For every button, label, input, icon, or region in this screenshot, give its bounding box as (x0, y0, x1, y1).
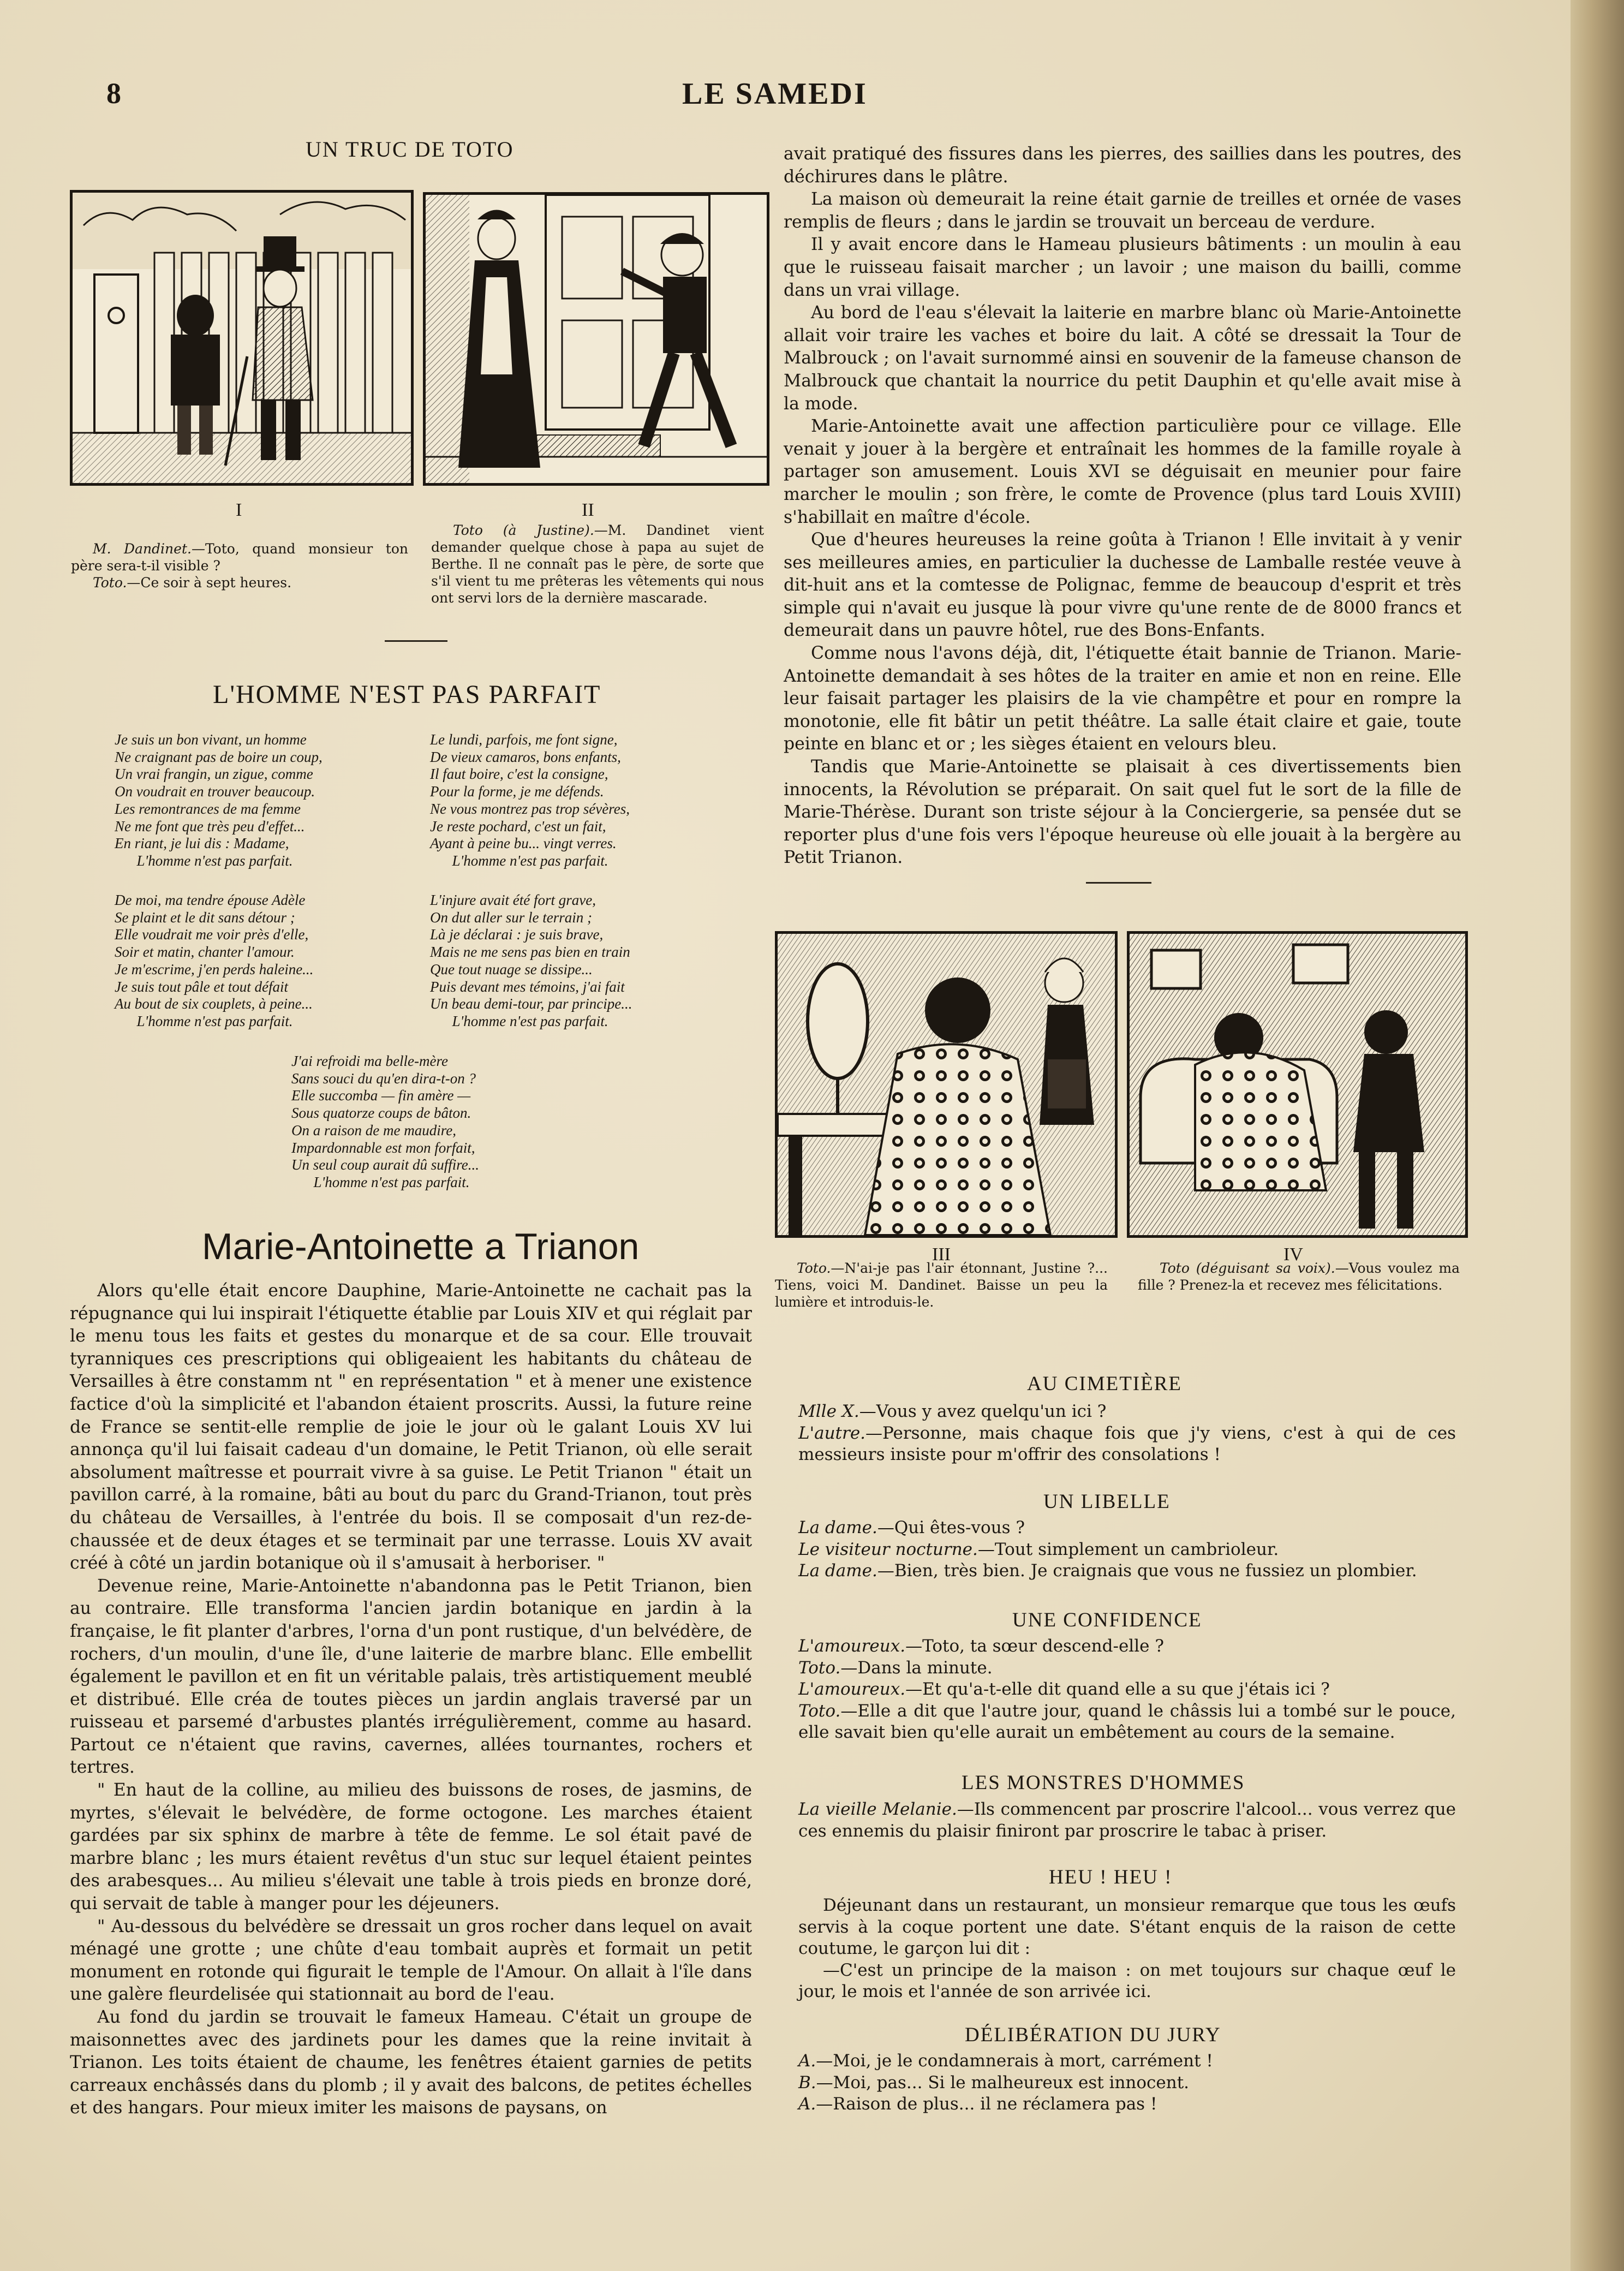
joke-text: —Moi, pas... Si le malheureux est innocent. (816, 2072, 1190, 2093)
poem-stanza-2: Le lundi, parfois, me font signe, De vieux camaros, bons enfants, Il faut boire, c'est la consigne, Pour la forme, je me défends. Ne vous montrez pas trop sévères, Je reste pochard, c'est un fait, Ayant à peine bu... vingt verres. L'homme n'est pas parfait. (430, 731, 630, 869)
caption-text: —N'ai-je pas l'air étonnant, Justine ?... Tiens, voici M. Dandinet. Baisse un peu la lumière et introduis-le. (775, 1260, 1108, 1310)
joke-speaker: A. (798, 2094, 816, 2114)
comic-panel-3 (775, 931, 1118, 1238)
panel-caption-4 (1138, 1260, 1460, 1294)
caption-text: —Ce soir à sept heures. (127, 575, 292, 591)
joke-text: —Tout simplement un cambrioleur. (977, 1539, 1279, 1559)
joke-text: —Bien, très bien. Je craignais que vous ne fussiez un plombier. (877, 1561, 1417, 1581)
poem-stanza-3: De moi, ma tendre épouse Adèle Se plaint et le dit sans détour ; Elle voudrait me voir près d'elle, Soir et matin, chanter l'amour. Je m'escrime, j'en perds haleine... Je suis tout pâle et tout défait Au bout de six couplets, à peine... L'homme n'est pas parfait. (115, 892, 314, 1029)
masthead: LE SAMEDI (682, 77, 868, 111)
panel-caption-1 (71, 540, 408, 591)
joke-title: UN LIBELLE (1043, 1491, 1171, 1513)
panel-numeral-3: III (932, 1244, 951, 1265)
article-paragraph: Que d'heures heureuses la reine goûta à Trianon ! Elle invitait à y venir ses meilleures amies, en particulier la duchesse de Lamballe restée veuve à dit-huit ans et la comtesse de Polignac, femme de beaucoup d'esprit et très simple qui n'avait eu jusque là pour vivre qu'une rente de de 8000 francs et demeurait dans un pauvre hôtel, rue des Bons-Enfants. (784, 530, 1461, 641)
caption-speaker: Toto (déguisant sa voix). (1160, 1260, 1335, 1276)
article-paragraph: " Au-dessous du belvédère se dressait un gros rocher dans lequel on avait ménagé une grotte ; une chûte d'eau tombait auprès et formait un petit monument en rotonde qui figurait le temple de l'Amour. On allait à l'île dans une galère fleurdelisée qui stationnait au bord de l'eau. (70, 1916, 752, 2005)
caption-speaker: Toto. (93, 575, 127, 591)
comic-title: UN TRUC DE TOTO (306, 137, 514, 162)
panel-numeral-1: I (236, 500, 242, 520)
joke-body (798, 1401, 1456, 1466)
article-title: Marie-Antoinette a Trianon (202, 1226, 640, 1267)
joke-text: —Qui êtes-vous ? (877, 1518, 1025, 1537)
article-column-1 (70, 1280, 752, 2120)
page-edge-shadow (1571, 0, 1624, 2271)
illustration-mirror-scene (778, 934, 1115, 1235)
joke-body (798, 1895, 1456, 2003)
caption-speaker: M. Dandinet. (93, 541, 192, 557)
joke-speaker: Toto. (798, 1658, 841, 1678)
joke-title: UNE CONFIDENCE (1012, 1609, 1202, 1631)
joke-speaker: Le visiteur nocturne. (798, 1539, 978, 1559)
joke-speaker: La vieille Melanie. (798, 1799, 957, 1819)
joke-speaker: Mlle X. (798, 1402, 859, 1421)
illustration-sofa-scene (1130, 934, 1465, 1235)
divider (385, 640, 447, 642)
joke-paragraph: —C'est un principe de la maison : on met toujours sur chaque œuf le jour, le mois et l'année de son arrivée ici. (798, 1960, 1456, 2001)
joke-text: —Toto, ta sœur descend-elle ? (905, 1636, 1164, 1656)
comic-panel-1 (70, 190, 414, 486)
joke-body (798, 1517, 1456, 1582)
joke-text: —Personne, mais chaque fois que j'y viens, c'est à qui de ces messieurs insiste pour m'offrir des consolations ! (798, 1423, 1456, 1464)
article-paragraph: Il y avait encore dans le Hameau plusieurs bâtiments : un moulin à eau que le ruisseau faisait marcher ; un lavoir ; une maison du bailli, comme dans un vrai village. (784, 235, 1461, 300)
joke-paragraph: Déjeunant dans un restaurant, un monsieur remarque que tous les œufs servis à la coque portent une date. S'étant enquis de la raison de cette coutume, le garçon lui dit : (798, 1896, 1456, 1958)
joke-body (798, 1799, 1456, 1842)
article-paragraph: Devenue reine, Marie-Antoinette n'abandonna pas le Petit Trianon, bien au contraire. Elle transforma l'ancien jardin botanique en jardin à la française, le fit planter d'arbres, l'orna d'un pont rustique, d'un belvédère, de rochers, d'un moulin, d'une île, d'une laiterie de marbre blanc. Elle embellit également le pavillon et en fit un véritable palais, très artistiquement meublé et distribué. Elle créa de toutes pièces un jardin anglais traversé par un ruisseau et parsemé d'arbustes plantés irrégulièrement, comme au hasard. Partout ce n'étaient que ravins, cavernes, allées tournantes, rochers et tertres. (70, 1576, 752, 1778)
joke-body (798, 2051, 1456, 2115)
joke-text: —Et qu'a-t-elle dit quand elle a su que j'étais ici ? (905, 1679, 1330, 1699)
divider (1086, 882, 1151, 884)
joke-speaker: B. (798, 2072, 816, 2093)
panel-caption-2 (431, 522, 764, 606)
page-number: 8 (106, 77, 121, 110)
joke-text: —Moi, je le condamnerais à mort, carrément ! (816, 2051, 1213, 2071)
joke-speaker: L'amoureux. (798, 1636, 906, 1656)
article-paragraph: Au bord de l'eau s'élevait la laiterie en marbre blanc où Marie-Antoinette allait voir traire les vaches et boire du lait. A côté se dressait la Tour de Malbrouck ; on l'avait surnommé ainsi en souvenir de la fameuse chanson de Malbrouck que chantait la nourrice du petit Dauphin et qu'elle avait mise à la mode. (784, 303, 1461, 414)
poem-stanza-1: Je suis un bon vivant, un homme Ne craignant pas de boire un coup, Un vrai frangin, un zigue, comme On voudrait en trouver beaucoup. Les remontrances de ma femme Ne me font que très peu d'effet... En riant, je lui dis : Madame, L'homme n'est pas parfait. (115, 731, 323, 869)
joke-text: —Dans la minute. (840, 1658, 993, 1678)
poem-stanza-5: J'ai refroidi ma belle-mère Sans souci du qu'en dira-t-on ? Elle succomba — fin amère — Sous quatorze coups de bâton. On a raison de me maudire, Impardonnable est mon forfait, Un seul coup aurait dû suffire... L'homme n'est pas parfait. (291, 1053, 479, 1190)
caption-text: —Toto, quand monsieur ton père sera-t-il visible ? (71, 541, 409, 574)
article-paragraph: Au fond du jardin se trouvait le fameux Hameau. C'était un groupe de maisonnettes avec des jardinets pour les dames que la reine invitait à Trianon. Les toits étaient de chaume, les fenêtres étaient garnies de petits carreaux enchâssés dans du plomb ; il y avait des balcons, de petites échelles et des hangars. Pour mieux imiter les maisons de paysans, on (70, 2007, 752, 2118)
panel-numeral-2: II (582, 500, 594, 520)
poem-stanza-4: L'injure avait été fort grave, On dut aller sur le terrain ; Là je déclarai : je suis brave, Mais ne me sens pas bien en train Que tout nuage se dissipe... Puis devant mes témoins, j'ai fait Un beau demi-tour, par principe... L'homme n'est pas parfait. (430, 892, 632, 1029)
joke-title: DÉLIBÉRATION DU JURY (965, 2024, 1221, 2046)
panel-caption-3 (775, 1260, 1108, 1310)
panel-numeral-4: IV (1283, 1244, 1303, 1265)
joke-speaker: L'amoureux. (798, 1679, 906, 1699)
article-paragraph: Marie-Antoinette avait une affection particulière pour ce village. Elle venait y jouer à la bergère et entraînait les hommes de la famille royale à partager son amusement. Louis XVI se déguisait en meunier pour faire marcher le moulin ; son frère, le comte de Provence (plus tard Louis XVIII) s'habillait en maître d'école. (784, 416, 1461, 527)
article-paragraph: Tandis que Marie-Antoinette se plaisait à ces divertissements bien innocents, la Révolution se préparait. On sait quel fut le sort de la fille de Marie-Thérèse. Durant son triste séjour à la Conciergerie, sa pensée dut se reporter plus d'une fois vers l'époque heureuse où elle jouait à la bergère au Petit Trianon. (784, 757, 1461, 868)
article-column-2 (784, 143, 1461, 869)
joke-speaker: L'autre. (798, 1423, 866, 1443)
comic-panel-2 (423, 192, 769, 486)
joke-speaker: A. (798, 2051, 816, 2071)
comic-panel-4 (1127, 931, 1468, 1238)
joke-title: AU CIMETIÈRE (1027, 1373, 1182, 1395)
caption-text: —Vous voulez ma fille ? Prenez-la et recevez mes félicitations. (1138, 1260, 1460, 1293)
illustration-gate-scene (73, 193, 411, 483)
article-paragraph: La maison où demeurait la reine était garnie de treilles et ornée de vases remplis de fleurs ; dans le jardin se trouvait un berceau de verdure. (784, 189, 1461, 232)
joke-speaker: Toto. (798, 1701, 841, 1721)
illustration-door-scene (426, 195, 767, 483)
joke-text: —Raison de plus... il ne réclamera pas ! (816, 2094, 1157, 2114)
joke-speaker: La dame. (798, 1561, 877, 1581)
joke-text: —Ils commencent par proscrire l'alcool... vous verrez que ces ennemis du plaisir finiront par proscrire le tabac à priser. (798, 1799, 1456, 1841)
joke-title: HEU ! HEU ! (1049, 1866, 1173, 1888)
article-paragraph: " En haut de la colline, au milieu des buissons de roses, de jasmins, de myrtes, s'élevait le belvédère, de forme octogone. Les marches étaient gardées par six sphinx de marbre à tête de femme. Le sol était pavé de marbre blanc ; les murs étaient revêtus d'un stuc sur lequel étaient peintes des arabesques... Au milieu s'élevait une table à trois pieds en bronze doré, qui servait de table à manger pour les déjeuners. (70, 1780, 752, 1914)
joke-body (798, 1636, 1456, 1744)
joke-title: LES MONSTRES D'HOMMES (962, 1772, 1245, 1794)
poem-title: L'HOMME N'EST PAS PARFAIT (213, 680, 601, 709)
article-paragraph: avait pratiqué des fissures dans les pierres, des saillies dans les poutres, des déchirures dans le plâtre. (784, 144, 1461, 187)
caption-speaker: Toto (à Justine). (453, 522, 594, 538)
caption-speaker: Toto. (797, 1260, 831, 1276)
joke-speaker: La dame. (798, 1518, 877, 1537)
article-paragraph: Comme nous l'avons déjà, dit, l'étiquette était bannie de Trianon. Marie-Antoinette demandait à ses hôtes de la traiter en amie et non en reine. Elle leur faisait partager les plaisirs de la vie champêtre et pour en rompre la monotonie, elle fit bâtir un petit théâtre. La salle était claire et gaie, toute peinte en blanc et or ; les sièges étaient en velours bleu. (784, 643, 1461, 754)
article-paragraph: Alors qu'elle était encore Dauphine, Marie-Antoinette ne cachait pas la répugnance qui lui inspirait l'étiquette établie par Louis XIV et qui réglait par le menu tous les faits et gestes du monarque et de sa cour. Elle trouvait tyranniques ces prescriptions qui obligeaient les habitants du château de Versailles à être constamm nt " en représentation " et à mener une existence factice d'où la simplicité et l'abandon étaient proscrits. Aussi, la future reine de France se sentit-elle remplie de joie le jour où le galant Louis XV lui annonça qu'il lui faisait cadeau d'un domaine, le Petit Trianon, où elle serait absolument maîtresse et pourrait vivre à sa guise. Le Petit Trianon " était un pavillon carré, à la romaine, bâti au bout du parc du Grand-Trianon, tout près du château de Versailles, à l'entrée du bois. Il se composait d'un rez-de-chaussée et de deux étages et se terminait par une terrasse. Louis XV avait créé à côté un jardin botanique où il s'amusait à herboriser. " (70, 1281, 752, 1573)
joke-text: —Vous y avez quelqu'un ici ? (859, 1402, 1107, 1421)
joke-text: —Elle a dit que l'autre jour, quand le châssis lui a tombé sur le pouce, elle savait bien qu'elle aurait un embêtement au cours de la semaine. (798, 1701, 1456, 1742)
caption-text: —M. Dandinet vient demander quelque chose à papa au sujet de Berthe. Il ne connaît pas le père, de sorte que s'il vient tu me prêteras les vêtements qui nous ont servi lors de la dernière mascarade. (431, 522, 764, 606)
